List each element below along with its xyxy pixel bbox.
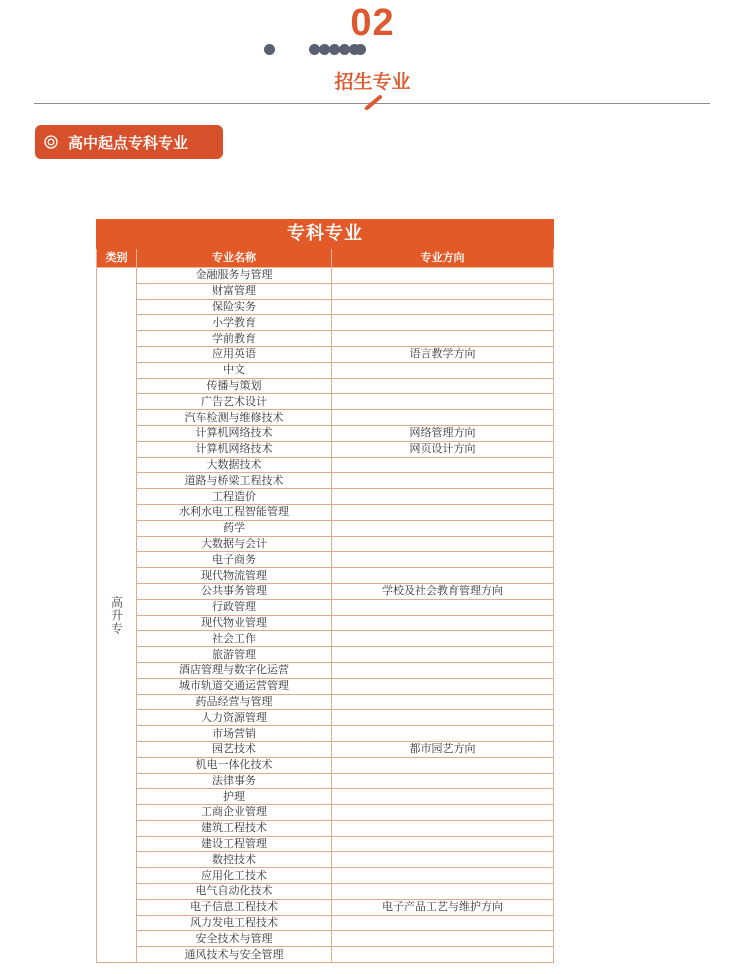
major-direction-cell: 学校及社会教育管理方向: [332, 583, 554, 599]
table-row: [97, 473, 554, 489]
major-direction-cell: 网络管理方向: [332, 425, 554, 441]
table-row: [97, 662, 554, 678]
decorative-dots: [0, 44, 745, 56]
major-direction-cell: [332, 678, 554, 694]
major-name-cell: 工商企业管理: [137, 805, 332, 821]
table-row: [97, 615, 554, 631]
table-row: [97, 346, 554, 362]
major-direction-cell: [332, 773, 554, 789]
major-direction-cell: [332, 552, 554, 568]
double-circle-icon: [44, 135, 58, 149]
major-direction-cell: [332, 805, 554, 821]
major-direction-cell: [332, 868, 554, 884]
table-row: [97, 489, 554, 505]
table-row: [97, 520, 554, 536]
table-row: [97, 852, 554, 868]
major-name-cell: 建设工程管理: [137, 836, 332, 852]
major-table: [96, 219, 554, 963]
table-row: [97, 425, 554, 441]
major-name-cell: 计算机网络技术: [137, 425, 332, 441]
major-name-cell: 建筑工程技术: [137, 820, 332, 836]
major-name-cell: 计算机网络技术: [137, 441, 332, 457]
category-cell: 高升专: [97, 268, 137, 963]
major-name-cell: 汽车检测与维修技术: [137, 410, 332, 426]
table-row: [97, 773, 554, 789]
major-direction-cell: [332, 268, 554, 284]
major-name-cell: 大数据与会计: [137, 536, 332, 552]
major-direction-cell: [332, 947, 554, 963]
major-name-cell: 市场营销: [137, 726, 332, 742]
table-row: [97, 315, 554, 331]
major-name-cell: 机电一体化技术: [137, 757, 332, 773]
major-direction-cell: [332, 884, 554, 900]
table-body: [97, 268, 554, 963]
major-name-cell: 保险实务: [137, 299, 332, 315]
major-direction-cell: 都市园艺方向: [332, 741, 554, 757]
major-name-cell: 城市轨道交通运营管理: [137, 678, 332, 694]
major-direction-cell: [332, 694, 554, 710]
major-direction-cell: [332, 599, 554, 615]
table-row: [97, 789, 554, 805]
major-direction-cell: [332, 631, 554, 647]
table-title: 专科专业: [97, 220, 554, 249]
table-row: [97, 931, 554, 947]
major-name-cell: 应用英语: [137, 346, 332, 362]
table-row: [97, 678, 554, 694]
major-direction-cell: 网页设计方向: [332, 441, 554, 457]
major-direction-cell: [332, 931, 554, 947]
table-row: [97, 583, 554, 599]
table-row: [97, 504, 554, 520]
header-direction: 专业方向: [332, 249, 554, 268]
table-row: [97, 820, 554, 836]
major-name-cell: 药学: [137, 520, 332, 536]
major-direction-cell: [332, 331, 554, 347]
major-direction-cell: [332, 489, 554, 505]
table-row: [97, 457, 554, 473]
major-direction-cell: [332, 315, 554, 331]
table-row: [97, 710, 554, 726]
major-direction-cell: [332, 915, 554, 931]
pencil-icon: [362, 93, 386, 111]
major-name-cell: 风力发电工程技术: [137, 915, 332, 931]
table-row: [97, 394, 554, 410]
major-name-cell: 金融服务与管理: [137, 268, 332, 284]
major-direction-cell: [332, 836, 554, 852]
major-direction-cell: [332, 457, 554, 473]
table-row: [97, 899, 554, 915]
table-row: [97, 410, 554, 426]
major-name-cell: 现代物流管理: [137, 568, 332, 584]
major-direction-cell: [332, 410, 554, 426]
table-row: [97, 757, 554, 773]
major-direction-cell: [332, 820, 554, 836]
major-direction-cell: [332, 710, 554, 726]
major-direction-cell: [332, 568, 554, 584]
major-name-cell: 学前教育: [137, 331, 332, 347]
major-name-cell: 公共事务管理: [137, 583, 332, 599]
section-title: 招生专业: [334, 71, 411, 93]
major-name-cell: 现代物业管理: [137, 615, 332, 631]
major-name-cell: 酒店管理与数字化运营: [137, 662, 332, 678]
table-row: [97, 947, 554, 963]
section-number: 02: [350, 2, 395, 44]
header-category: 类别: [97, 249, 137, 268]
table-row: [97, 647, 554, 663]
table-row: [97, 568, 554, 584]
dot-icon: [355, 44, 366, 55]
major-direction-cell: [332, 789, 554, 805]
table-row: [97, 694, 554, 710]
major-name-cell: 社会工作: [137, 631, 332, 647]
header-major: 专业名称: [137, 249, 332, 268]
major-name-cell: 工程造价: [137, 489, 332, 505]
major-direction-cell: [332, 757, 554, 773]
major-name-cell: 电气自动化技术: [137, 884, 332, 900]
badge-label: 高中起点专科专业: [68, 133, 189, 152]
major-name-cell: 园艺技术: [137, 741, 332, 757]
major-name-cell: 财富管理: [137, 283, 332, 299]
table-row: [97, 536, 554, 552]
major-name-cell: 中文: [137, 362, 332, 378]
major-name-cell: 电子商务: [137, 552, 332, 568]
major-direction-cell: [332, 726, 554, 742]
major-name-cell: 护理: [137, 789, 332, 805]
dot-icon: [264, 44, 275, 55]
major-direction-cell: [332, 394, 554, 410]
major-direction-cell: [332, 615, 554, 631]
major-name-cell: 小学教育: [137, 315, 332, 331]
major-direction-cell: [332, 299, 554, 315]
major-name-cell: 水利水电工程智能管理: [137, 504, 332, 520]
major-direction-cell: [332, 520, 554, 536]
table-row: [97, 805, 554, 821]
table-row: [97, 884, 554, 900]
major-direction-cell: 电子产品工艺与维护方向: [332, 899, 554, 915]
major-direction-cell: [332, 852, 554, 868]
major-name-cell: 人力资源管理: [137, 710, 332, 726]
table-row: [97, 726, 554, 742]
major-direction-cell: [332, 504, 554, 520]
table-row: [97, 441, 554, 457]
major-name-cell: 旅游管理: [137, 647, 332, 663]
major-name-cell: 数控技术: [137, 852, 332, 868]
section-badge: [35, 125, 223, 159]
major-name-cell: 行政管理: [137, 599, 332, 615]
table-row: [97, 836, 554, 852]
table-row: [97, 268, 554, 284]
major-direction-cell: [332, 647, 554, 663]
major-name-cell: 通风技术与安全管理: [137, 947, 332, 963]
major-direction-cell: 语言教学方向: [332, 346, 554, 362]
major-direction-cell: [332, 378, 554, 394]
table-row: [97, 552, 554, 568]
table-row: [97, 378, 554, 394]
table-row: [97, 631, 554, 647]
table-row: [97, 299, 554, 315]
major-direction-cell: [332, 662, 554, 678]
table-row: [97, 868, 554, 884]
major-name-cell: 药品经营与管理: [137, 694, 332, 710]
major-direction-cell: [332, 473, 554, 489]
table-row: [97, 915, 554, 931]
major-name-cell: 应用化工技术: [137, 868, 332, 884]
major-name-cell: 大数据技术: [137, 457, 332, 473]
table-row: [97, 362, 554, 378]
table-row: [97, 283, 554, 299]
major-direction-cell: [332, 362, 554, 378]
major-name-cell: 电子信息工程技术: [137, 899, 332, 915]
major-name-cell: 广告艺术设计: [137, 394, 332, 410]
table-row: [97, 741, 554, 757]
table-row: [97, 331, 554, 347]
major-direction-cell: [332, 283, 554, 299]
major-direction-cell: [332, 536, 554, 552]
table-row: [97, 599, 554, 615]
major-name-cell: 安全技术与管理: [137, 931, 332, 947]
major-name-cell: 道路与桥梁工程技术: [137, 473, 332, 489]
major-name-cell: 传播与策划: [137, 378, 332, 394]
major-name-cell: 法律事务: [137, 773, 332, 789]
